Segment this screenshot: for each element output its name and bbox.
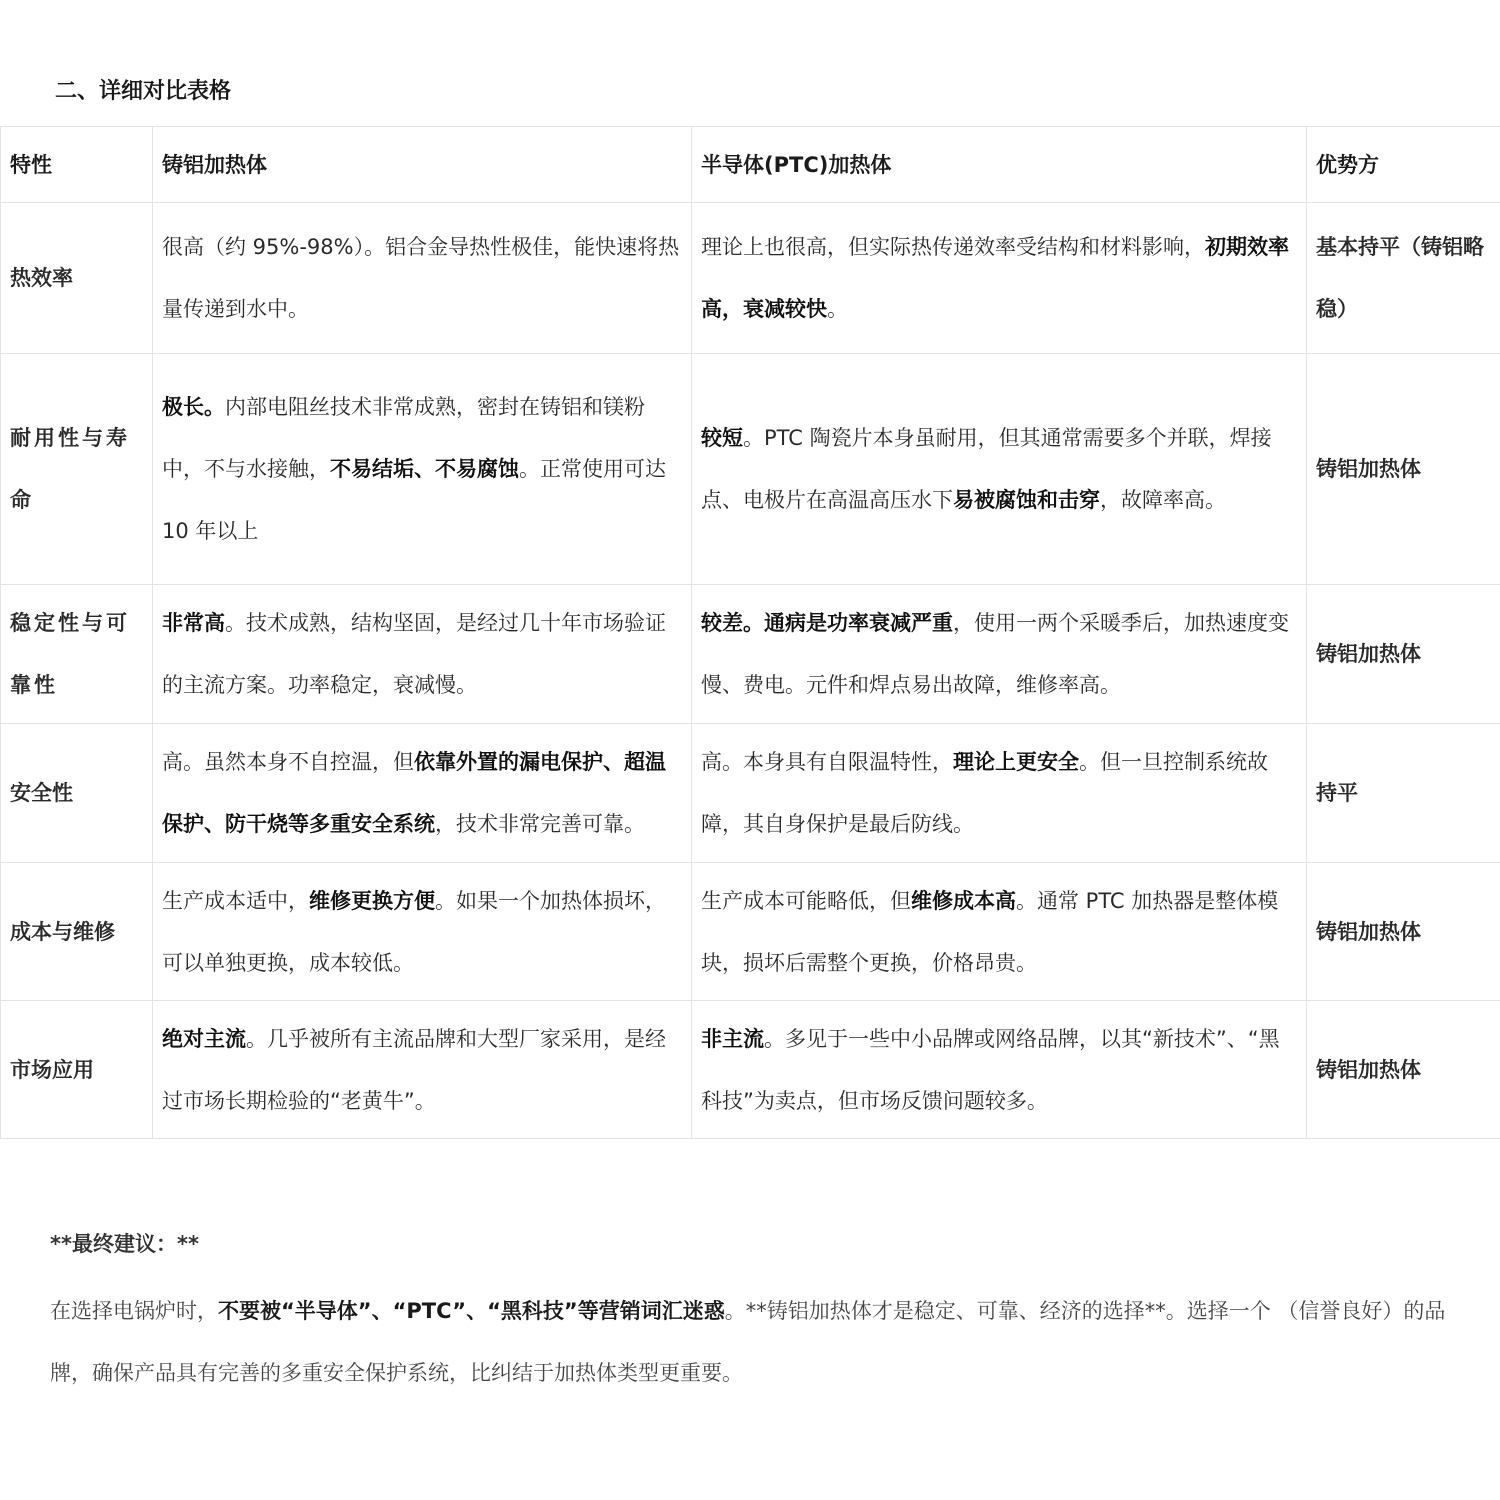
- cast-aluminum-cell: [153, 1001, 692, 1139]
- bold-text-segment: 理论上更安全: [953, 750, 1079, 774]
- text-segment: 理论上也很高，但实际热传递效率受结构和材料影响，: [701, 235, 1205, 259]
- ptc-cell: [692, 1001, 1307, 1139]
- section-title: 二、详细对比表格: [55, 79, 232, 104]
- advantage-cell: 铸铝加热体: [1307, 585, 1500, 724]
- table-row: [1, 724, 1500, 863]
- ptc-cell: [692, 354, 1307, 585]
- bold-text-segment: 极长。: [162, 395, 225, 419]
- feature-cell: 耐用性与寿命: [1, 354, 153, 585]
- feature-cell: 市场应用: [1, 1001, 153, 1139]
- bold-text-segment: 较短: [701, 426, 743, 450]
- text-segment: ，技术非常完善可靠。: [435, 812, 645, 836]
- feature-cell: 热效率: [1, 203, 153, 354]
- cast-aluminum-cell: [153, 724, 692, 863]
- text-segment: 在选择电锅炉时，: [50, 1299, 218, 1323]
- text-segment: ，使用一两个采暖季后，加热速度变慢、费电。元件和焊点易出故障，维修率高。: [701, 611, 1289, 697]
- table-row: [1, 1001, 1500, 1139]
- bold-text-segment: 绝对主流: [162, 1026, 246, 1051]
- cast-aluminum-cell: [153, 585, 692, 724]
- final-recommendation-title: **最终建议：**: [50, 1232, 199, 1256]
- advantage-cell: 基本持平（铸铝略稳）: [1307, 203, 1500, 354]
- advantage-cell: 持平: [1307, 724, 1500, 863]
- text-segment: 很高（约 95%-98%）。铝合金导热性极佳，能快速将热量传递到水中。: [162, 235, 680, 321]
- cast-aluminum-cell: [153, 203, 692, 354]
- text-segment: 。**铸铝加热体才是稳定、可靠、经济的选择**。选择一个 （信誉良好）的品牌，确保产品具有完善的多重安全保护系统，比纠结于加热体类型更重要。: [50, 1299, 1446, 1385]
- table-row: [1, 203, 1500, 354]
- final-recommendation-body: [50, 1280, 1460, 1404]
- table-header-row: [1, 127, 1500, 203]
- bold-text-segment: 依靠外置的漏电保护、超温保护、防干烧等多重安全系统: [162, 750, 666, 836]
- cast-aluminum-cell: [153, 863, 692, 1001]
- text-segment: 内部电阻丝技术非常成熟，密封在铸铝和镁粉中，不与水接触，: [162, 395, 645, 481]
- text-segment: 。通常 PTC 加热器是整体模块，损坏后需整个更换，价格昂贵。: [701, 888, 1279, 975]
- advantage-cell: 铸铝加热体: [1307, 863, 1500, 1001]
- text-segment: 。正常使用可达 10 年以上: [162, 457, 666, 543]
- ptc-cell: [692, 585, 1307, 724]
- feature-cell: 成本与维修: [1, 863, 153, 1001]
- text-segment: 。几乎被所有主流品牌和大型厂家采用，是经过市场长期检验的“老黄牛”。: [162, 1026, 666, 1113]
- bold-text-segment: 非常高: [162, 611, 225, 635]
- table-row: [1, 863, 1500, 1001]
- feature-cell: 安全性: [1, 724, 153, 863]
- header-advantage: 优势方: [1307, 127, 1500, 203]
- ptc-cell: [692, 203, 1307, 354]
- text-segment: 生产成本可能略低，但: [701, 888, 911, 913]
- table-row: [1, 354, 1500, 585]
- text-segment: 高。虽然本身不自控温，但: [162, 750, 414, 774]
- bold-text-segment: 维修更换方便: [309, 888, 435, 913]
- advantage-cell: 铸铝加热体: [1307, 1001, 1500, 1139]
- bold-text-segment: 非主流: [701, 1026, 764, 1051]
- bold-text-segment: 不要被“半导体”、“PTC”、“黑科技”等营销词汇迷惑: [218, 1299, 725, 1323]
- text-segment: 生产成本适中，: [162, 888, 309, 913]
- text-segment: 。: [827, 297, 848, 321]
- comparison-table: [0, 126, 1500, 1139]
- text-segment: ，故障率高。: [1100, 488, 1226, 512]
- ptc-cell: [692, 863, 1307, 1001]
- text-segment: 。PTC 陶瓷片本身虽耐用，但其通常需要多个并联，焊接点、电极片在高温高压水下: [701, 426, 1272, 512]
- cast-aluminum-cell: [153, 354, 692, 585]
- text-segment: 高。本身具有自限温特性，: [701, 750, 953, 774]
- text-segment: 。但一旦控制系统故障，其自身保护是最后防线。: [701, 750, 1268, 836]
- bold-text-segment: 不易结垢、不易腐蚀: [330, 457, 519, 481]
- feature-cell: 稳定性与可靠性: [1, 585, 153, 724]
- bold-text-segment: 较差。通病是功率衰减严重: [701, 611, 953, 635]
- text-segment: 。如果一个加热体损坏，可以单独更换，成本较低。: [162, 888, 666, 975]
- table-row: [1, 585, 1500, 724]
- advantage-cell: 铸铝加热体: [1307, 354, 1500, 585]
- bold-text-segment: 易被腐蚀和击穿: [953, 488, 1100, 512]
- bold-text-segment: 初期效率高，衰减较快: [701, 235, 1289, 321]
- text-segment: 。多见于一些中小品牌或网络品牌，以其“新技术”、“黑科技”为卖点，但市场反馈问题较多。: [701, 1026, 1280, 1113]
- header-cast-aluminum: 铸铝加热体: [153, 127, 692, 203]
- bold-text-segment: 维修成本高: [911, 888, 1016, 913]
- header-feature: 特性: [1, 127, 153, 203]
- header-ptc: 半导体(PTC)加热体: [692, 127, 1307, 203]
- text-segment: 。技术成熟，结构坚固，是经过几十年市场验证的主流方案。功率稳定，衰减慢。: [162, 611, 666, 697]
- ptc-cell: [692, 724, 1307, 863]
